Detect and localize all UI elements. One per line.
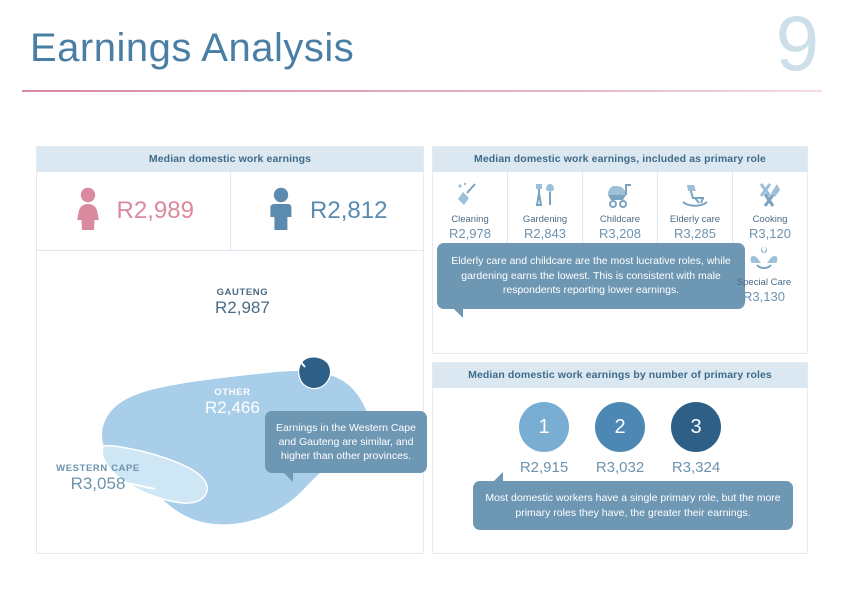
fork-knife-icon (755, 180, 785, 210)
role-count-badge-1: 1 (519, 402, 569, 452)
pram-icon (604, 180, 636, 210)
map-label-western-cape-name: WESTERN CAPE (56, 463, 140, 474)
panel-roles-heading: Median domestic work earnings, included as primary role (433, 147, 807, 172)
callout-count-insight: Most domestic workers have a single primary role, but the more primary roles they have, the greater their earnings. (473, 481, 793, 530)
map-label-gauteng-value: R2,987 (215, 298, 270, 317)
gardening-tools-icon (530, 180, 560, 210)
role-value-cooking: R3,120 (749, 226, 791, 241)
gender-earnings-row (37, 172, 423, 251)
panel-primary-roles (432, 146, 808, 354)
role-name-childcare: Childcare (599, 214, 641, 225)
female-icon (73, 187, 103, 236)
map-label-other-value: R2,466 (205, 398, 260, 417)
caring-hands-icon (727, 243, 801, 273)
gender-male-stat (230, 172, 424, 250)
callout-map-insight: Earnings in the Western Cape and Gauteng are similar, and higher than other provinces. (265, 411, 427, 473)
map-label-western-cape-value: R3,058 (70, 474, 126, 493)
callout-roles-insight: Elderly care and childcare are the most lucrative roles, while gardening earns the lowest. This is consistent with male respondents reporting lower earnings. (437, 243, 745, 309)
role-value-childcare: R3,208 (599, 226, 641, 241)
role-count-item-1 (519, 402, 569, 476)
role-name-cooking: Cooking (752, 214, 788, 225)
role-count-value-2: R3,032 (595, 459, 645, 476)
gender-female-value: R2,989 (116, 197, 194, 224)
panel-count-heading: Median domestic work earnings by number of primary roles (433, 363, 807, 388)
role-count-item-3 (671, 402, 721, 476)
role-name-cleaning: Cleaning (451, 214, 489, 225)
map-label-other-name: OTHER (214, 387, 251, 398)
role-count-row (433, 402, 807, 476)
broom-icon (455, 180, 485, 210)
role-value-elderly-care: R3,285 (674, 226, 716, 241)
role-cell-special-care (727, 243, 801, 304)
role-value-special-care: R3,130 (743, 289, 785, 304)
gender-female-stat (37, 172, 230, 250)
gender-male-value: R2,812 (310, 197, 388, 224)
panel-role-count (432, 362, 808, 554)
role-name-special-care: Special Care (736, 277, 792, 288)
role-count-value-1: R2,915 (519, 459, 569, 476)
page-title: Earnings Analysis (30, 26, 355, 70)
south-africa-map (37, 251, 423, 576)
role-value-cleaning: R2,978 (449, 226, 491, 241)
male-icon (266, 187, 296, 236)
map-label-gauteng-name: GAUTENG (216, 287, 269, 298)
page-number: 9 (775, 0, 819, 87)
role-count-badge-2: 2 (595, 402, 645, 452)
role-value-gardening: R2,843 (524, 226, 566, 241)
role-count-item-2 (595, 402, 645, 476)
panel-left-heading: Median domestic work earnings (37, 147, 423, 172)
panel-earnings-overview (36, 146, 424, 554)
role-name-gardening: Gardening (522, 214, 568, 225)
role-name-elderly-care: Elderly care (669, 214, 721, 225)
role-count-value-3: R3,324 (671, 459, 721, 476)
rocking-chair-icon (679, 180, 711, 210)
page-header (0, 0, 843, 96)
role-count-badge-3: 3 (671, 402, 721, 452)
header-divider (22, 90, 822, 92)
